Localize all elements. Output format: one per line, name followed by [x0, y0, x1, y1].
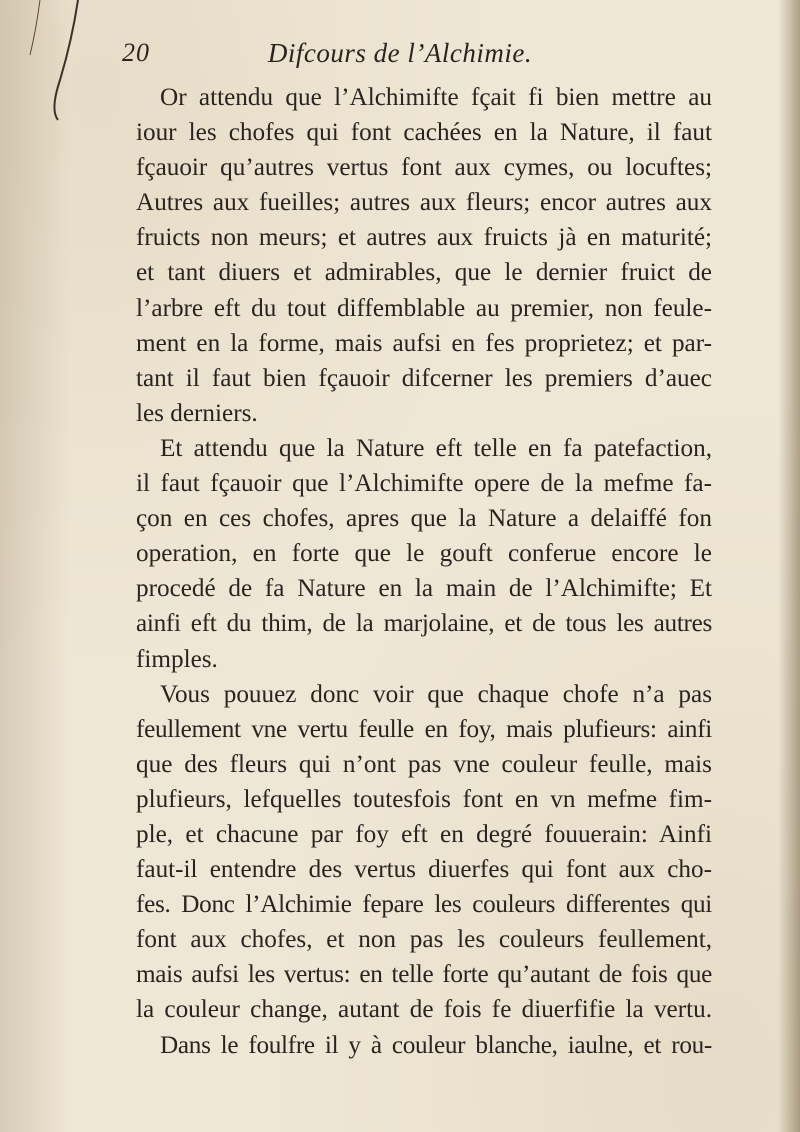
text-line: plufieurs, lefquelles toutesfois font en vn mefme fim-: [136, 785, 712, 813]
text-line: çon en ces chofes, apres que la Nature a delaiffé fon: [136, 505, 712, 533]
text-line: faut-il entendre des vertus diuerfes qui font aux cho-: [136, 856, 712, 884]
text-line: Vous pouuez donc voir que chaque chofe n’a pas: [160, 680, 712, 708]
text-line: fimples.: [136, 645, 218, 673]
text-line: tant il faut bien fçauoir difcerner les premiers d’auec: [136, 364, 712, 392]
text-line: Or attendu que l’Alchimifte fçait fi bien mettre au: [160, 84, 712, 111]
text-line: l’arbre eft du tout diffemblable au premier, non feule-: [136, 294, 712, 322]
text-line: fruicts non meurs; et autres aux fruicts jà en maturité;: [136, 224, 712, 252]
text-line: mais aufsi les vertus: en telle forte qu’autant de fois que: [136, 961, 712, 989]
text-line: Dans le foulfre il y à couleur blanche, iaulne, et rou-: [160, 1031, 712, 1059]
text-line: les derniers.: [136, 399, 258, 427]
text-line: et tant diuers et admirables, que le dernier fruict de: [136, 259, 712, 287]
text-line: fçauoir qu’autres vertus font aux cymes, ou locuftes;: [136, 154, 712, 182]
text-line: la couleur change, autant de fois fe diuerfifie la vertu.: [136, 996, 712, 1024]
text-line: fes. Donc l’Alchimie fepare les couleurs differentes qui: [136, 891, 712, 919]
page-header: [0, 38, 800, 78]
text-line: il faut fçauoir que l’Alchimifte opere de la mefme fa-: [136, 470, 712, 498]
text-line: procedé de fa Nature en la main de l’Alchimifte; Et: [136, 575, 712, 603]
text-line: Autres aux fueilles; autres aux fleurs; encor autres aux: [136, 189, 712, 217]
text-line: Et attendu que la Nature eft telle en fa patefaction,: [160, 434, 712, 462]
text-line: ment en la forme, mais aufsi en fes proprietez; et par-: [136, 329, 712, 357]
text-line: feullement vne vertu feulle en foy, mais plufieurs: ainfi: [136, 715, 712, 743]
text-line: ainfi eft du thim, de la marjolaine, et de tous les autres: [136, 610, 712, 638]
text-line: operation, en forte que le gouft conferue encore le: [136, 540, 712, 568]
page-number: 20: [122, 38, 150, 67]
text-line: iour les chofes qui font cachées en la Nature, il faut: [136, 119, 712, 147]
running-title: Difcours de l’Alchimie.: [267, 38, 533, 68]
text-line: ple, et chacune par foy eft en degré fouuerain: Ainfi: [136, 820, 712, 848]
body-text: [136, 80, 712, 1063]
text-line: que des fleurs qui n’ont pas vne couleur feulle, mais: [136, 750, 712, 778]
text-line: font aux chofes, et non pas les couleurs feullement,: [136, 926, 712, 954]
